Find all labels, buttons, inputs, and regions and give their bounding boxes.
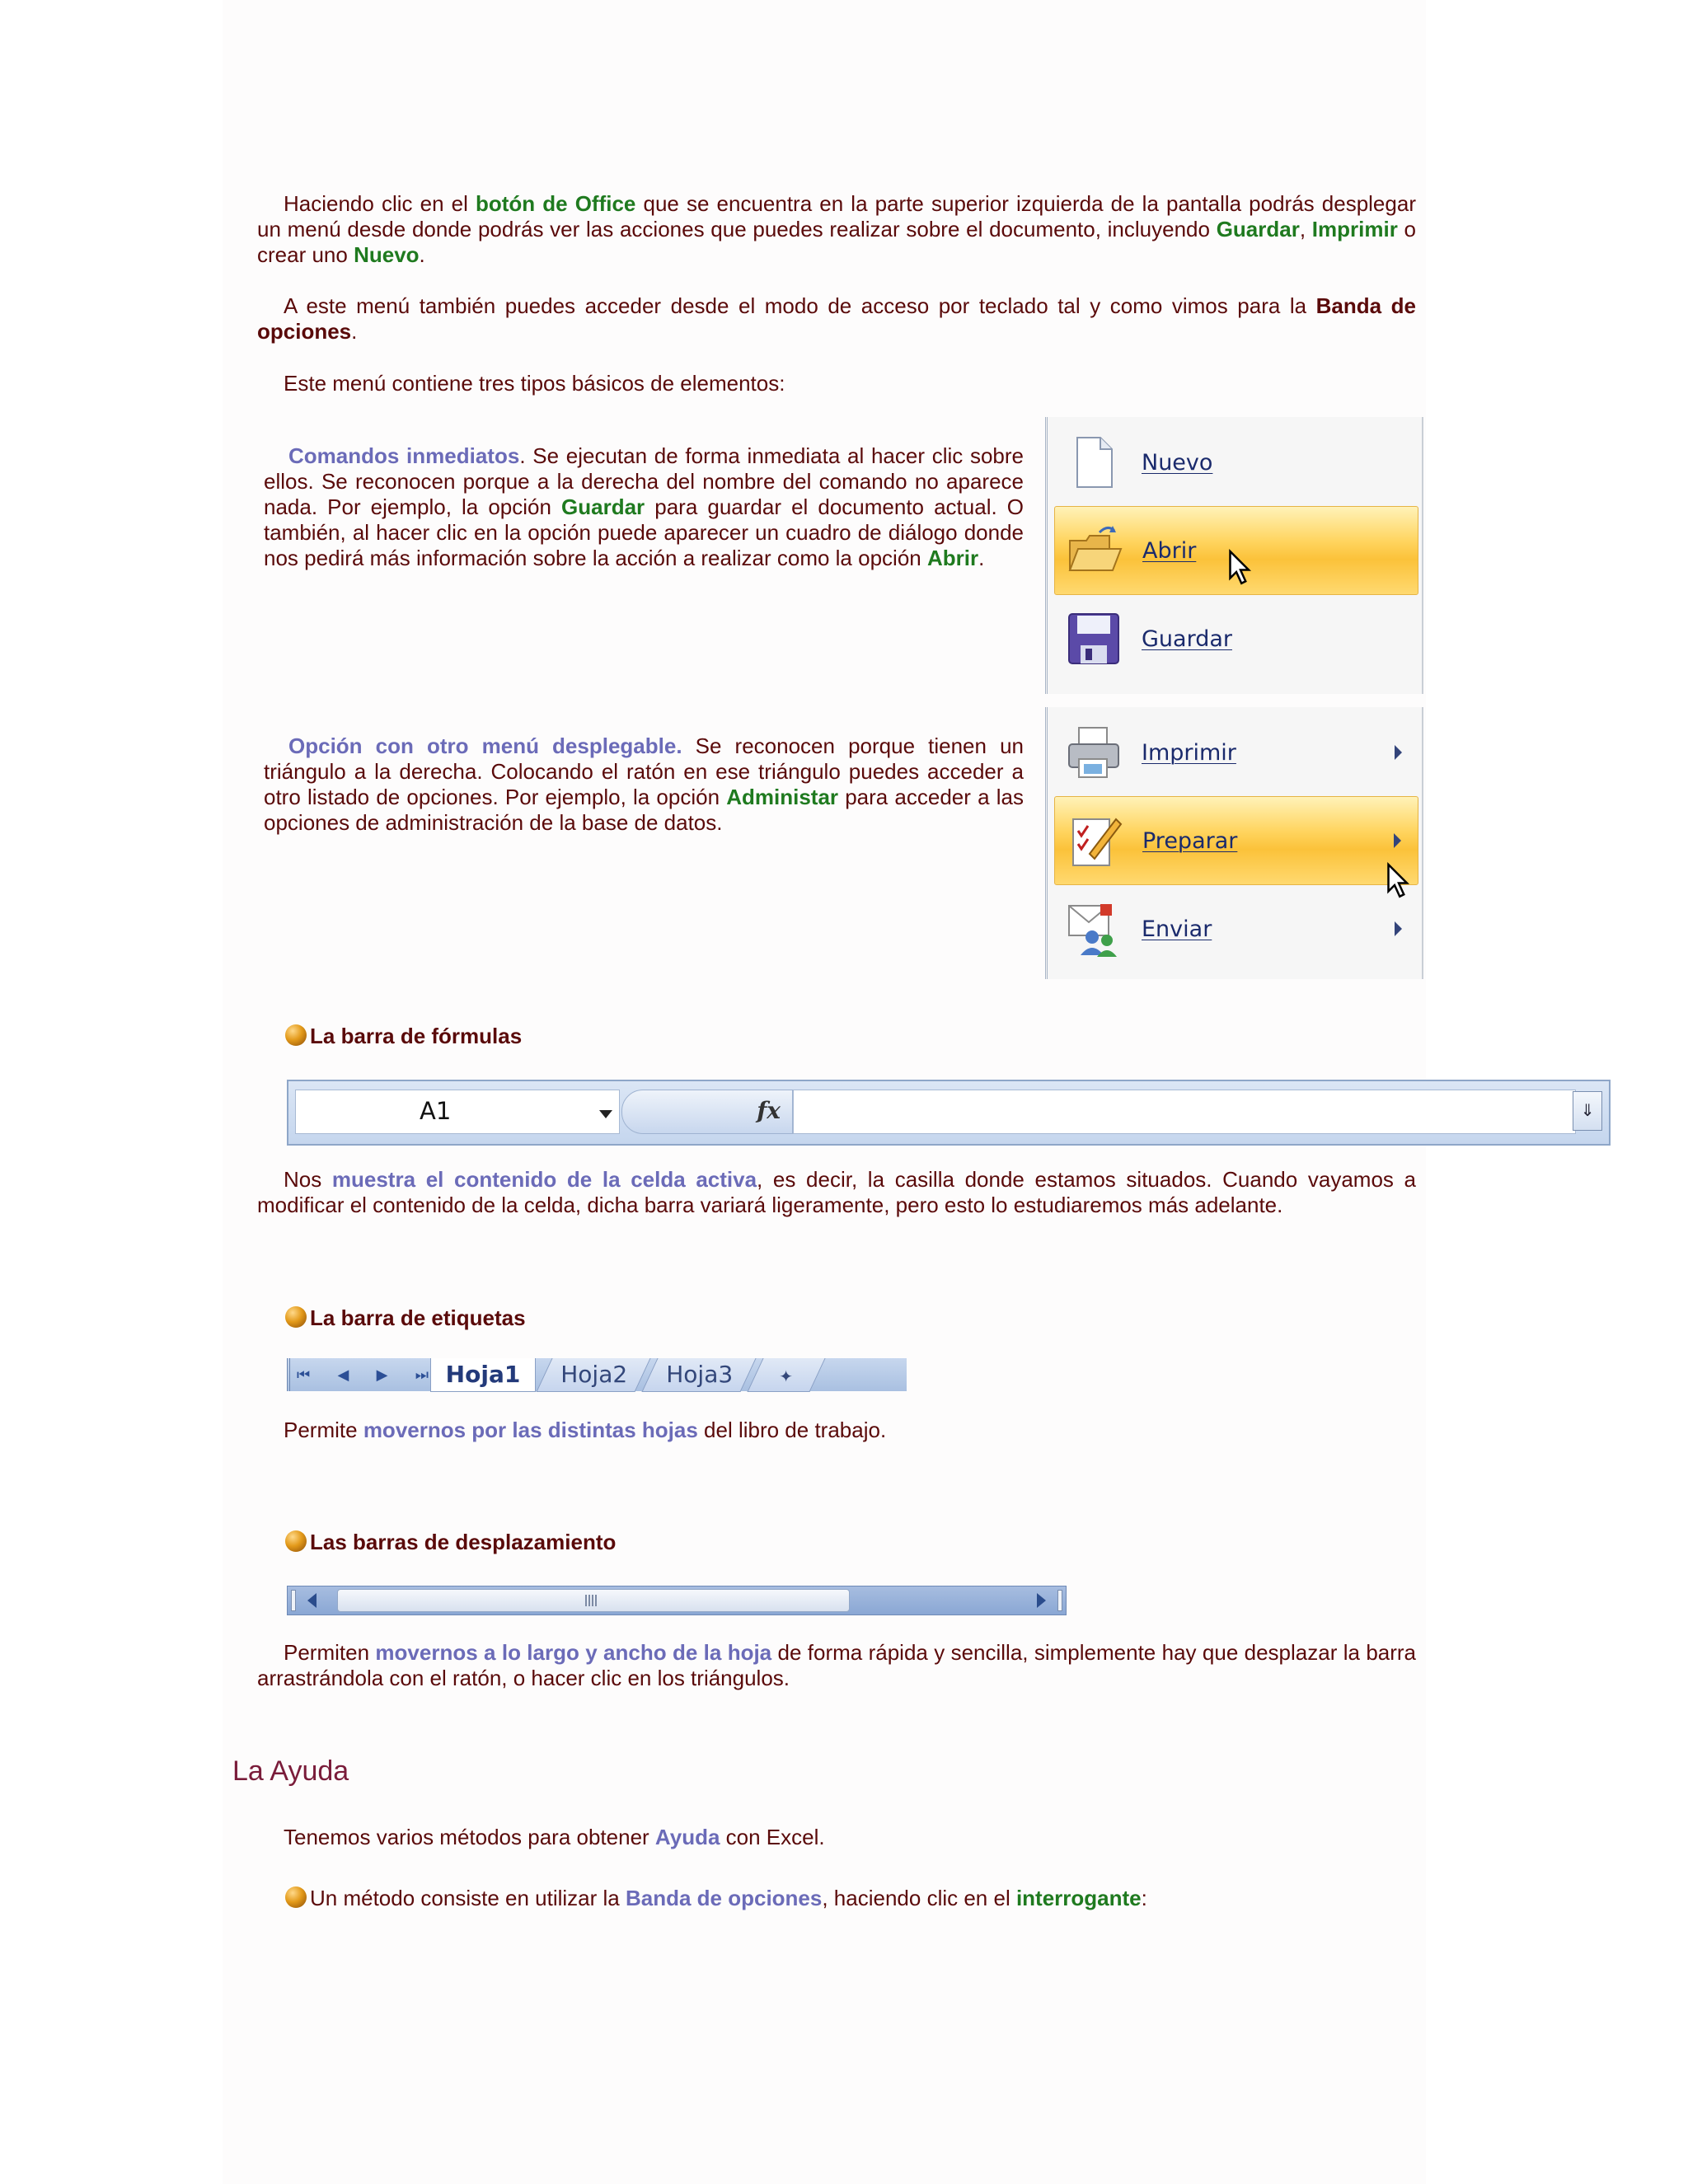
double-chevron-down-icon: ⇓ <box>1580 1102 1595 1120</box>
text: . Se ejecutan de forma inmediata al hacer clic sobre ellos. Se reconocen porque a la derecha del nombre del comando no aparece nada. Por ejemplo, la opción <box>264 443 1024 519</box>
scrollbars-heading <box>285 1530 616 1555</box>
scrollbars-description <box>257 1640 1416 1691</box>
menu-label: Abrir <box>1142 537 1197 564</box>
intro-paragraph-1 <box>257 191 1416 268</box>
first-sheet-icon[interactable]: ⏮ <box>297 1366 311 1383</box>
tab-hoja3[interactable] <box>641 1358 756 1392</box>
office-menu-screenshot-2 <box>1045 707 1423 979</box>
horizontal-scrollbar-screenshot <box>287 1586 1067 1615</box>
opcion-desplegable-paragraph <box>264 733 1024 836</box>
orange-bullet-icon <box>285 1886 307 1908</box>
imprimir-term: Imprimir <box>1311 217 1398 241</box>
menu-label: Imprimir <box>1142 739 1236 766</box>
opcion-desplegable-term: Opción con otro menú desplegable. <box>288 733 682 758</box>
tabs-term: movernos por las distintas hojas <box>363 1418 698 1442</box>
menu-label: Nuevo <box>1142 449 1213 476</box>
comandos-term: Comandos inmediatos <box>288 443 520 468</box>
text: para guardar el documento actual. O también, al hacer clic en la opción puede aparecer un cuadro de diálogo donde nos pedirá más información sobre la acción a realizar como la opción <box>264 494 1024 570</box>
fx-icon: fx <box>757 1097 781 1124</box>
heading-text: La barra de etiquetas <box>310 1305 526 1330</box>
office-menu-screenshot-1 <box>1045 417 1423 694</box>
text: . <box>978 546 985 570</box>
office-button-term: botón de Office <box>475 191 636 216</box>
ayuda-paragraph-2 <box>285 1886 1147 1911</box>
tab-hoja1[interactable] <box>430 1358 536 1392</box>
text: del libro de trabajo. <box>697 1418 887 1442</box>
banda-term: Banda de opciones <box>257 293 1416 344</box>
submenu-arrow-icon <box>1395 921 1402 936</box>
text: Se reconocen porque tienen un triángulo a la derecha. Colocando el ratón en ese triángulo puedes acceder a otro listado de opciones. Por ejemplo, la opción <box>264 733 1024 809</box>
submenu-arrow-icon <box>1395 745 1402 760</box>
formula-bar-description <box>257 1167 1416 1218</box>
new-document-icon <box>1064 433 1123 492</box>
sheet-tabs-heading <box>285 1305 526 1331</box>
text: , es decir, la casilla donde estamos situados. Cuando vayamos a modificar el contenido de la celda, dicha barra variará ligeramente, pero esto lo estudiaremos más adelante. <box>257 1167 1417 1217</box>
text: A este menú también puedes acceder desde el modo de acceso por teclado tal y como vimos para la <box>284 293 1316 318</box>
grip-icon <box>585 1595 598 1606</box>
name-box[interactable] <box>295 1090 620 1134</box>
scroll-right-arrow-icon[interactable] <box>1037 1593 1046 1608</box>
menu-label: Preparar <box>1142 827 1238 854</box>
orange-bullet-icon <box>285 1306 307 1328</box>
text: . <box>419 242 425 267</box>
submenu-arrow-icon <box>1394 833 1401 848</box>
menu-item-abrir[interactable] <box>1054 506 1418 595</box>
dropdown-arrow-icon[interactable] <box>599 1110 612 1118</box>
text: que se encuentra en la parte superior izquierda de la pantalla podrás desplegar un menú desde donde podrás ver las acciones que puedes realizar sobre el documento, incluyendo <box>257 191 1416 241</box>
name-box-value: A1 <box>420 1097 452 1125</box>
guardar-term: Guardar <box>561 494 645 519</box>
heading-text: Las barras de desplazamiento <box>310 1530 617 1554</box>
banda-term: Banda de opciones <box>625 1886 823 1910</box>
insert-function-button[interactable] <box>621 1090 793 1134</box>
text: o crear uno <box>257 217 1417 267</box>
menu-item-nuevo[interactable] <box>1054 419 1418 506</box>
insert-sheet-icon: ✦ <box>778 1366 793 1386</box>
formula-input[interactable] <box>793 1090 1576 1134</box>
scroll-term: movernos a lo largo y ancho de la hoja <box>375 1640 772 1665</box>
menu-item-enviar[interactable] <box>1054 885 1418 972</box>
menu-item-preparar[interactable] <box>1054 796 1418 885</box>
sheet-tabs-description <box>284 1418 886 1443</box>
intro-paragraph-2 <box>257 293 1416 344</box>
text: , <box>1299 217 1312 241</box>
heading-text: La barra de fórmulas <box>310 1024 523 1048</box>
menu-label: Guardar <box>1142 626 1232 652</box>
text: Haciendo clic en el <box>284 191 476 216</box>
text: , haciendo clic en el <box>822 1886 1016 1910</box>
last-sheet-icon[interactable]: ⏭ <box>415 1366 429 1383</box>
ayuda-term: Ayuda <box>654 1825 720 1849</box>
nuevo-term: Nuevo <box>354 242 420 267</box>
orange-bullet-icon <box>285 1530 307 1552</box>
guardar-term: Guardar <box>1216 217 1300 241</box>
tab-navigation <box>297 1363 429 1386</box>
tab-label: Hoja3 <box>665 1361 733 1388</box>
text: Permite <box>284 1418 363 1442</box>
section-title-ayuda: La Ayuda <box>232 1755 349 1787</box>
tab-label: Hoja1 <box>445 1361 521 1388</box>
menu-label: Enviar <box>1142 916 1212 942</box>
text: Permiten <box>284 1640 376 1665</box>
menu-item-guardar[interactable] <box>1054 595 1418 682</box>
formula-bar-screenshot <box>287 1080 1611 1146</box>
prepare-document-icon <box>1065 811 1124 870</box>
formula-bar-heading <box>285 1024 522 1049</box>
save-disk-icon <box>1064 609 1123 668</box>
tab-hoja2[interactable] <box>536 1358 650 1392</box>
send-document-icon <box>1064 899 1123 958</box>
printer-icon <box>1064 723 1123 782</box>
scrollbar-thumb[interactable] <box>337 1589 850 1612</box>
text: Nos <box>284 1167 332 1192</box>
open-folder-icon <box>1065 521 1124 580</box>
text: : <box>1141 1886 1147 1910</box>
previous-sheet-icon[interactable]: ◀ <box>337 1366 349 1383</box>
insert-sheet-tab[interactable] <box>747 1358 825 1392</box>
next-sheet-icon[interactable]: ▶ <box>376 1366 388 1383</box>
scrollbar-split-handle[interactable] <box>291 1590 296 1611</box>
text: Tenemos varios métodos para obtener <box>284 1825 655 1849</box>
text: . <box>351 319 358 344</box>
administar-term: Administar <box>726 785 839 809</box>
intro-paragraph-3: Este menú contiene tres tipos básicos de elementos: <box>284 371 785 396</box>
mouse-cursor-icon <box>1228 548 1253 588</box>
tab-label: Hoja2 <box>560 1361 627 1388</box>
text: Un método consiste en utilizar la <box>310 1886 626 1910</box>
text: de forma rápida y sencilla, simplemente hay que desplazar la barra arrastrándola con el ratón, o hacer clic en los triángulos. <box>257 1640 1417 1690</box>
comandos-inmediatos-paragraph <box>264 443 1024 571</box>
sheet-tabs-screenshot <box>287 1358 907 1391</box>
interrogante-term: interrogante <box>1015 1886 1142 1910</box>
menu-item-imprimir[interactable] <box>1054 709 1418 796</box>
abrir-term: Abrir <box>926 546 979 570</box>
formula-term: muestra el contenido de la celda activa <box>331 1167 757 1192</box>
ayuda-paragraph-1 <box>284 1825 825 1850</box>
text: con Excel. <box>720 1825 825 1849</box>
scrollbar-split-handle[interactable] <box>1057 1590 1062 1611</box>
scroll-left-arrow-icon[interactable] <box>307 1593 316 1608</box>
expand-formula-bar-button[interactable] <box>1573 1091 1602 1131</box>
text: para acceder a las opciones de administración de la base de datos. <box>264 785 1024 835</box>
orange-bullet-icon <box>285 1024 307 1046</box>
